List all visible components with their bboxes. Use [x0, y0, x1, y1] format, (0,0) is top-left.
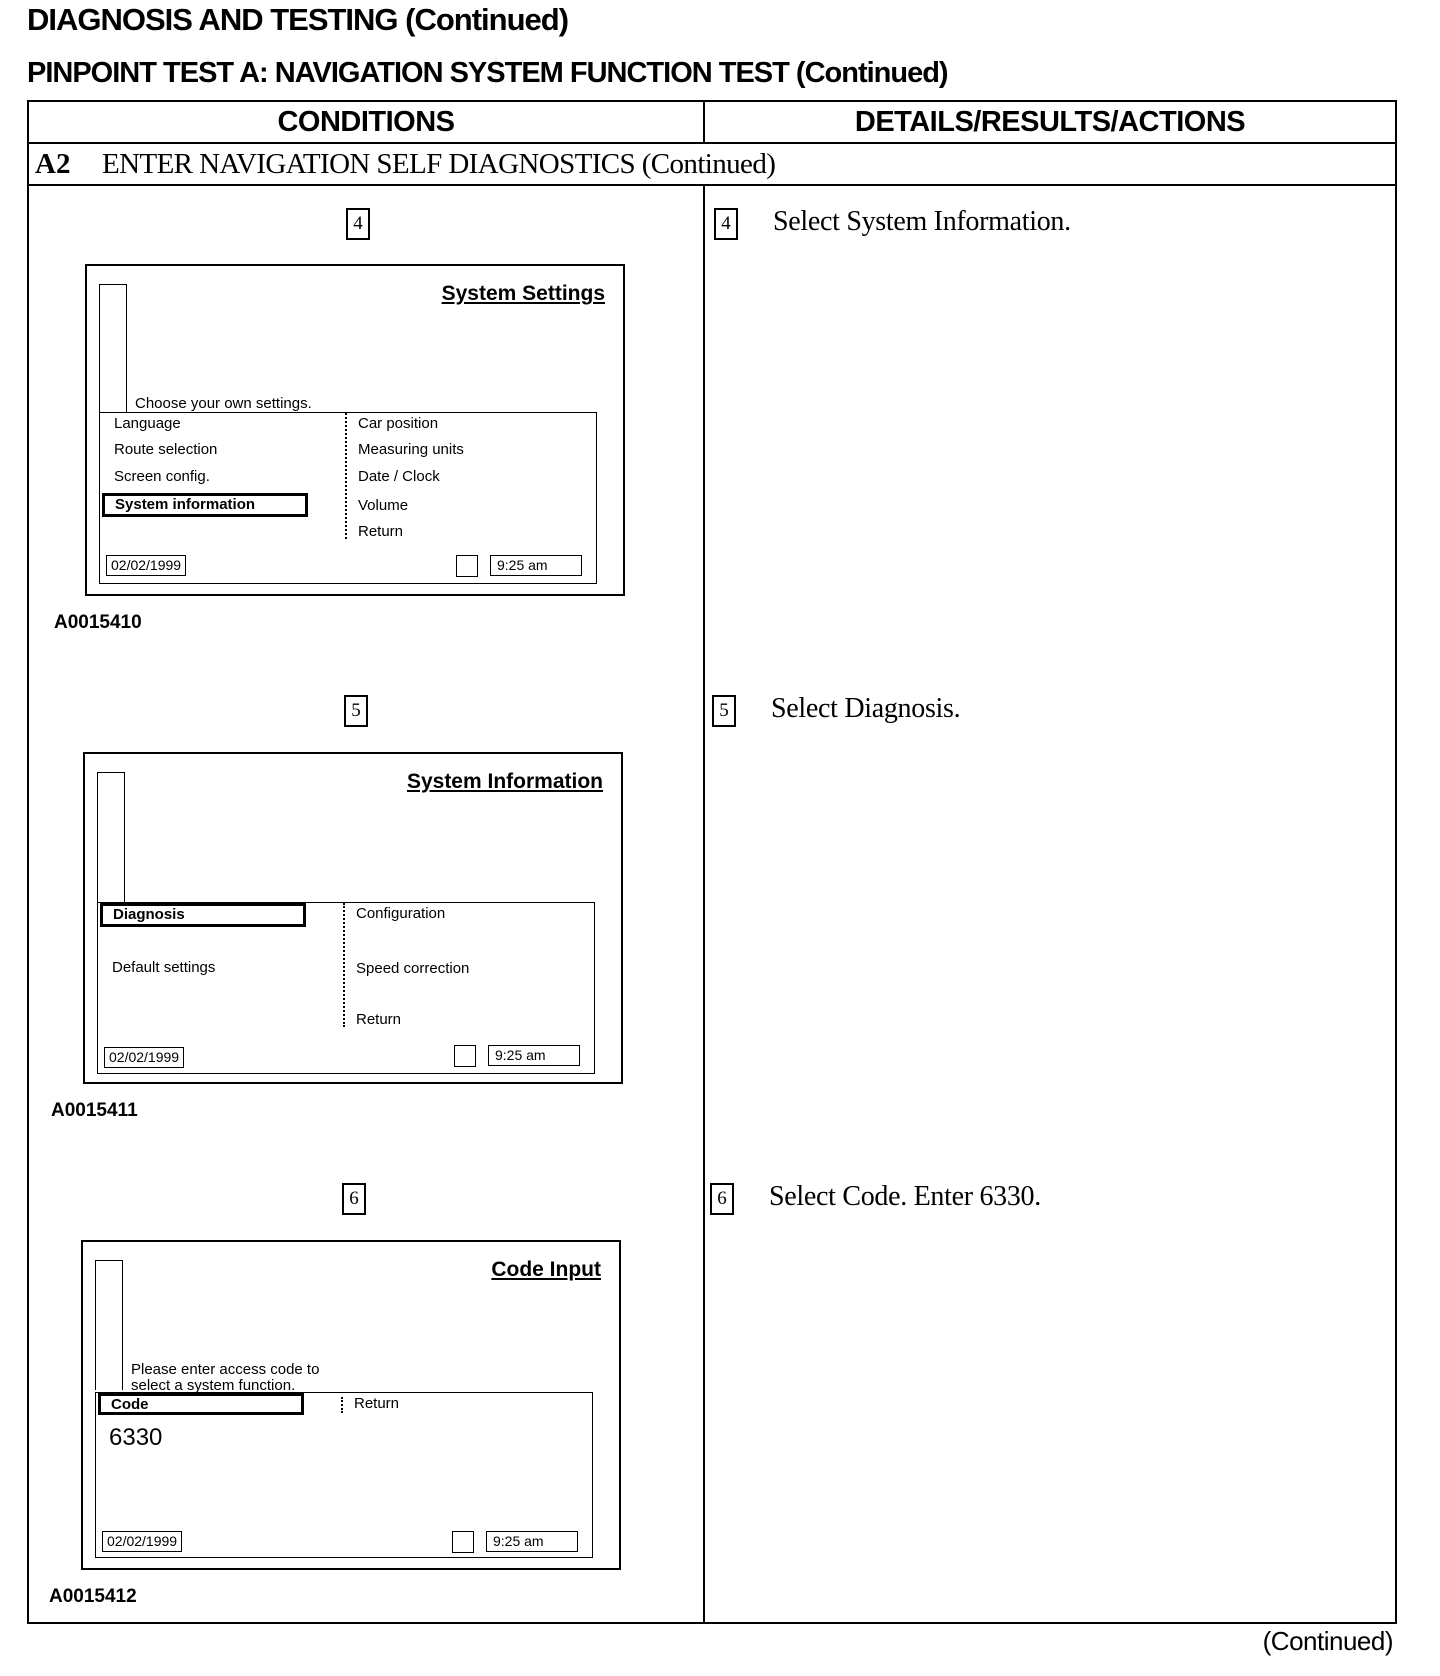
screen-title: System Settings — [441, 282, 605, 305]
figure-id: A0015412 — [49, 1586, 137, 1607]
step-action: Select Diagnosis. — [771, 693, 961, 724]
nav-screen-system-settings — [85, 264, 625, 596]
menu-item-selected[interactable]: Diagnosis — [100, 903, 306, 927]
nav-screen-code-input — [81, 1240, 621, 1570]
screen-prompt: Please enter access code to select a system function. — [131, 1361, 320, 1394]
step-number-box: 6 — [342, 1183, 366, 1215]
page-title: DIAGNOSIS AND TESTING (Continued) — [27, 2, 569, 37]
status-box — [456, 555, 478, 577]
menu-item[interactable]: Return — [358, 523, 404, 540]
menu-separator — [341, 1397, 343, 1413]
menu-panel — [97, 902, 595, 1074]
status-box — [452, 1531, 474, 1553]
step-number-box: 6 — [710, 1183, 734, 1215]
menu-item[interactable]: Volume — [358, 497, 409, 514]
screen-prompt: Choose your own settings. — [135, 395, 312, 412]
time-display: 9:25 am — [490, 555, 582, 576]
menu-item[interactable]: Car position — [358, 415, 439, 432]
step-number-box: 4 — [714, 208, 738, 240]
menu-item[interactable]: Date / Clock — [358, 468, 440, 485]
screen-tab — [99, 284, 127, 412]
page-subtitle: PINPOINT TEST A: NAVIGATION SYSTEM FUNCTION TEST (Continued) — [27, 57, 948, 89]
test-table — [27, 100, 1397, 1624]
menu-item-selected[interactable]: Code — [98, 1393, 304, 1415]
time-display: 9:25 am — [488, 1045, 580, 1066]
date-display: 02/02/1999 — [104, 1047, 184, 1068]
code-input-value: 6330 — [109, 1424, 163, 1451]
column-header-details: DETAILS/RESULTS/ACTIONS — [705, 102, 1395, 144]
step-action: Select System Information. — [773, 206, 1071, 237]
status-box — [454, 1045, 476, 1067]
screen-tab — [95, 1260, 123, 1390]
menu-item[interactable]: Return — [356, 1011, 402, 1028]
column-divider — [703, 186, 705, 1622]
menu-item-selected[interactable]: System information — [102, 493, 308, 517]
menu-item[interactable]: Return — [354, 1395, 400, 1412]
screen-title: System Information — [406, 770, 603, 793]
menu-item[interactable]: Language — [114, 415, 181, 432]
date-display: 02/02/1999 — [106, 555, 186, 576]
screen-tab — [97, 772, 125, 902]
menu-panel — [95, 1392, 593, 1558]
menu-item[interactable]: Screen config. — [114, 468, 210, 485]
menu-separator — [343, 903, 345, 1027]
nav-screen-system-information — [83, 752, 623, 1084]
figure-id: A0015411 — [51, 1100, 138, 1121]
step-number-box: 4 — [346, 208, 370, 240]
step-title: ENTER NAVIGATION SELF DIAGNOSTICS (Continued) — [102, 148, 776, 180]
menu-item[interactable]: Configuration — [356, 905, 446, 922]
step-action: Select Code. Enter 6330. — [769, 1181, 1041, 1212]
step-row — [29, 144, 1395, 186]
menu-item[interactable]: Default settings — [112, 959, 216, 976]
step-number-box: 5 — [712, 695, 736, 727]
time-display: 9:25 am — [486, 1531, 578, 1552]
continued-label: (Continued) — [1262, 1626, 1393, 1656]
menu-separator — [345, 413, 347, 539]
step-id: A2 — [35, 148, 71, 180]
figure-id: A0015410 — [54, 612, 142, 633]
menu-item[interactable]: Route selection — [114, 441, 218, 458]
step-number-box: 5 — [344, 695, 368, 727]
menu-item[interactable]: Speed correction — [356, 960, 470, 977]
date-display: 02/02/1999 — [102, 1531, 182, 1552]
column-header-conditions: CONDITIONS — [29, 102, 705, 144]
menu-panel — [99, 412, 597, 584]
screen-title: Code Input — [491, 1258, 601, 1281]
menu-item[interactable]: Measuring units — [358, 441, 464, 458]
